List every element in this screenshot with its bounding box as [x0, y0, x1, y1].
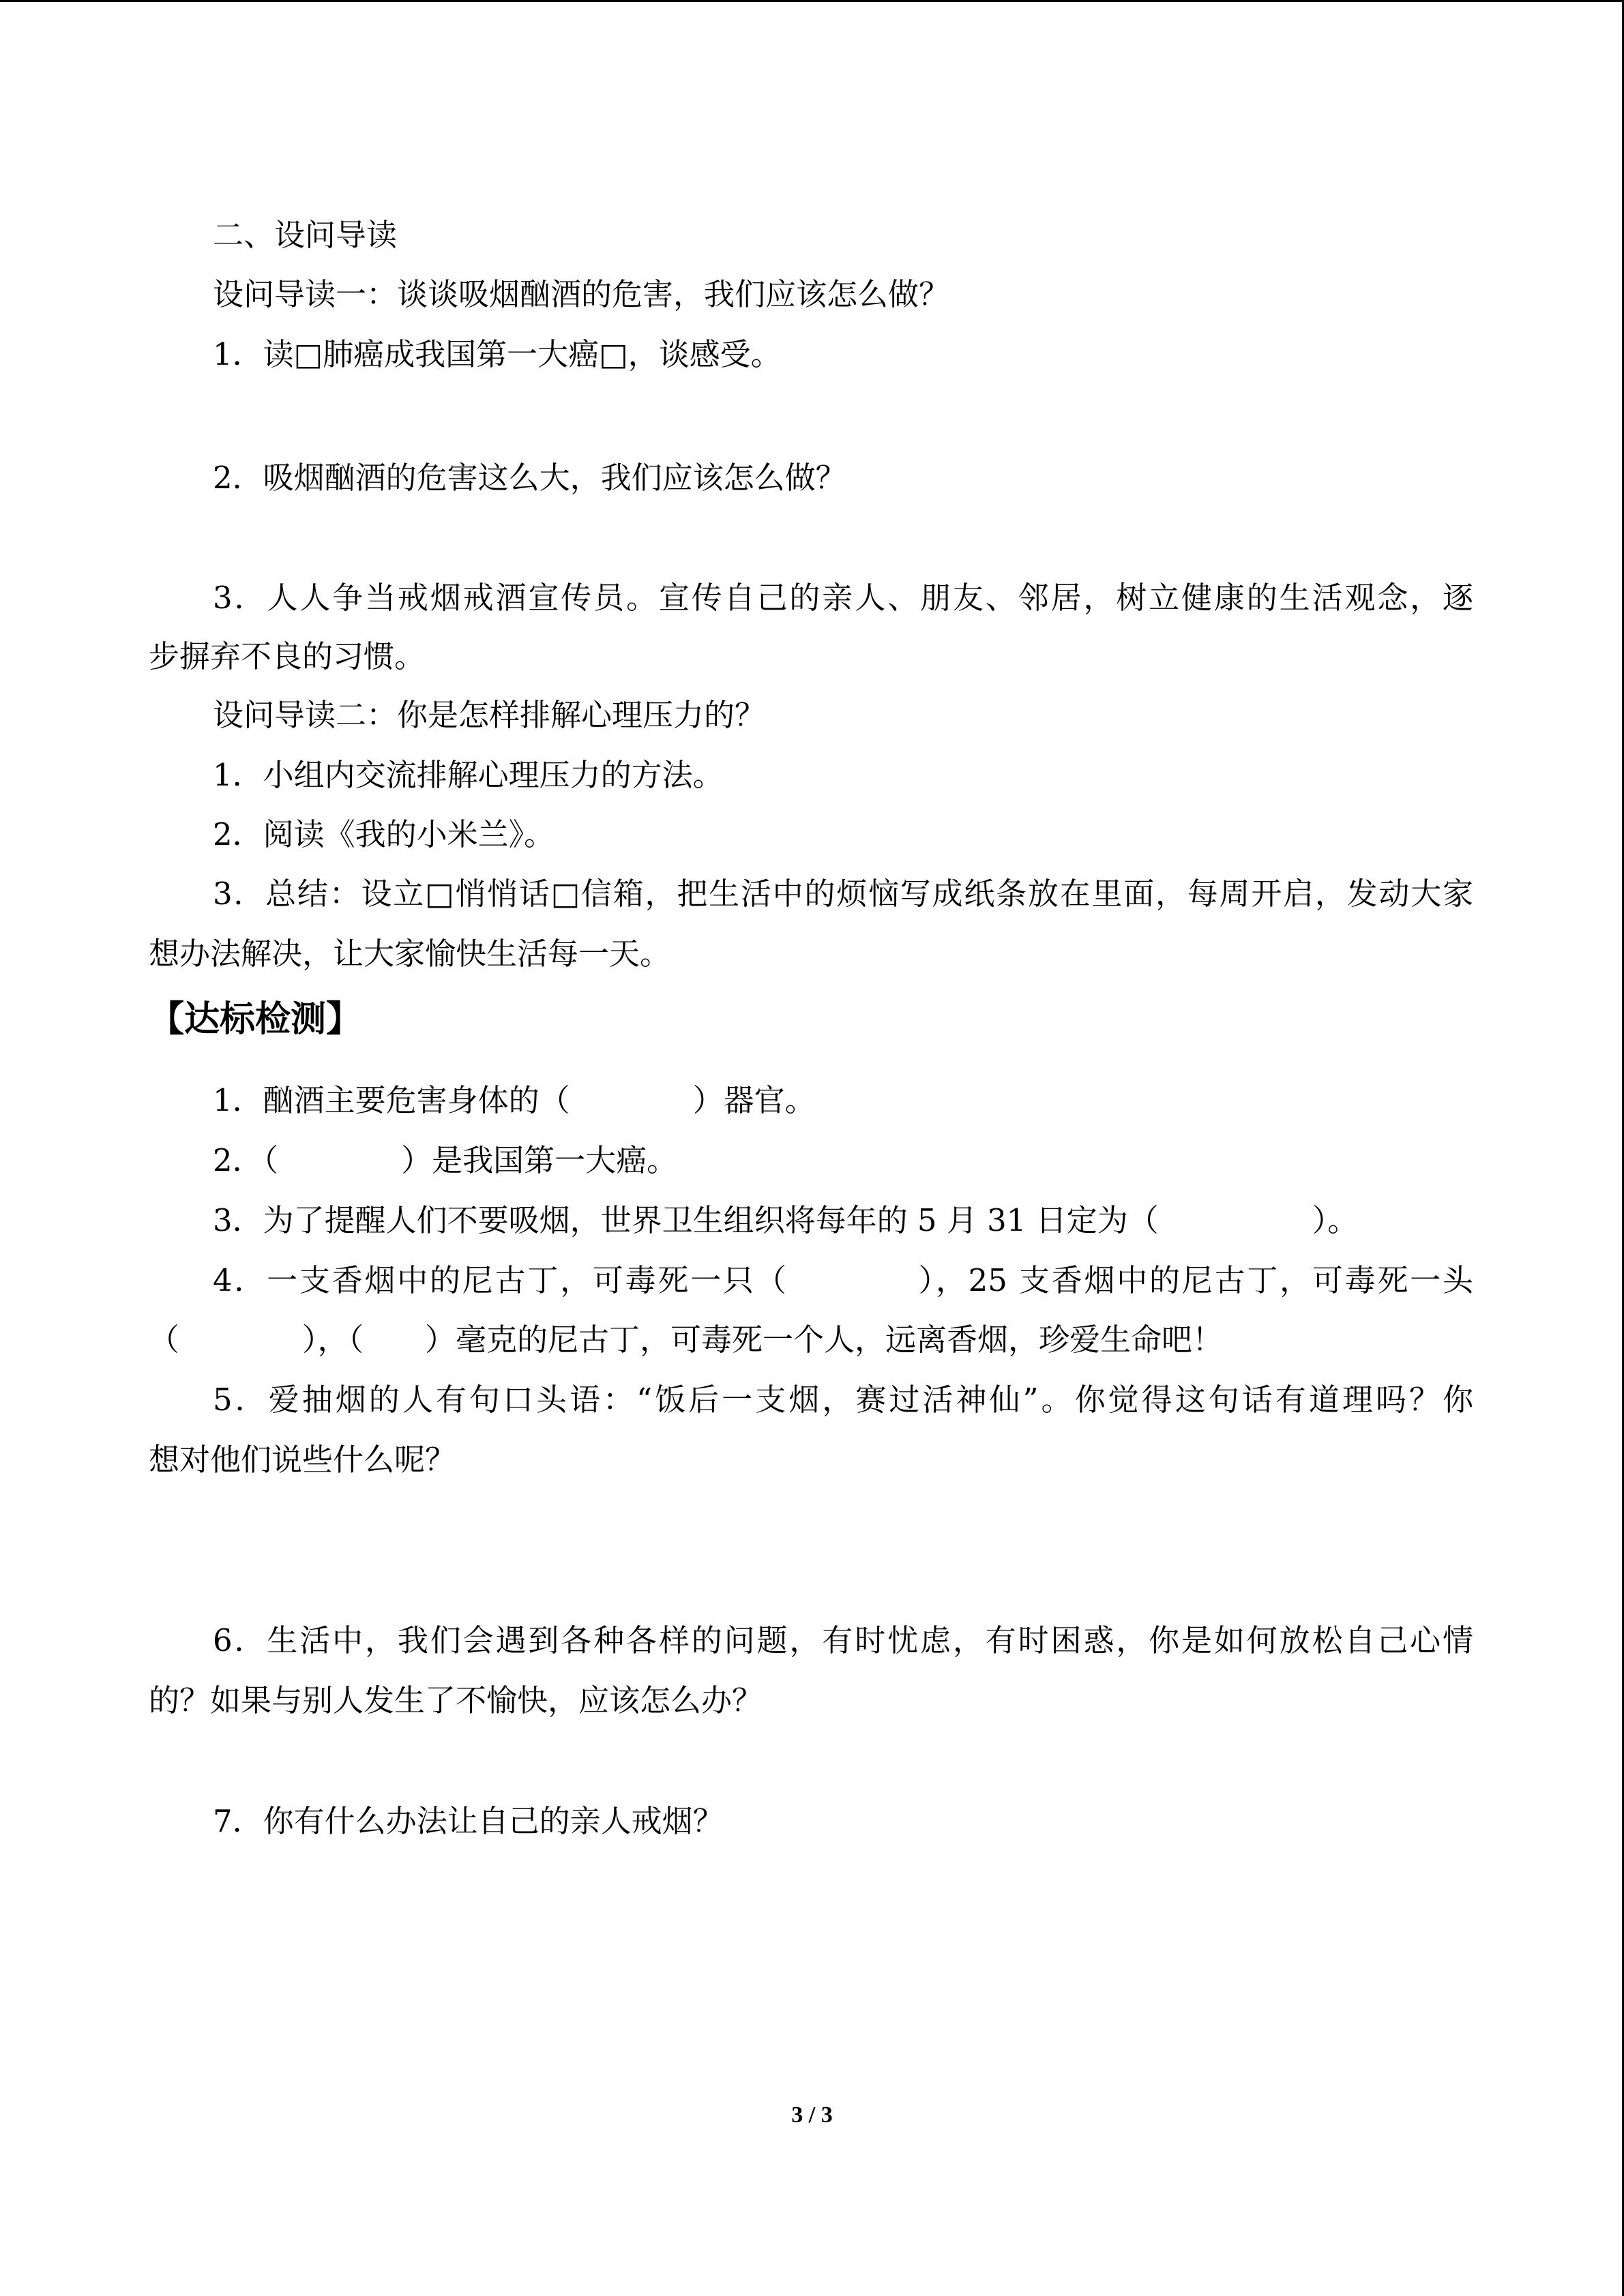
question-1: 1．酗酒主要危害身体的（ ）器官。	[213, 1082, 816, 1118]
question-7: 7．你有什么办法让自己的亲人戒烟？	[213, 1803, 724, 1839]
question-4-line1: 4．一支香烟中的尼古丁，可毒死一只（ ），25 支香烟中的尼古丁，可毒死一头	[213, 1262, 1473, 1298]
guide2-item-2: 2．阅读《我的小米兰》。	[213, 816, 555, 852]
question-5-line1: 5．爱抽烟的人有句口头语：“饭后一支烟，赛过活神仙”。你觉得这句话有道理吗？你	[213, 1382, 1473, 1418]
top-border-line	[0, 0, 1624, 2]
assessment-heading: 【达标检测】	[149, 999, 362, 1040]
question-2: 2．（ ）是我国第一大癌。	[213, 1142, 678, 1178]
guide1-item-3-line2: 步摒弃不良的习惯。	[149, 638, 426, 674]
question-4-line2: （ ），（ ）毫克的尼古丁，可毒死一个人，远离香烟，珍爱生命吧！	[149, 1322, 1224, 1358]
guide1-item-2: 2．吸烟酗酒的危害这么大，我们应该怎么做？	[213, 460, 846, 496]
guide1-title: 设问导读一：谈谈吸烟酗酒的危害，我们应该怎么做？	[213, 276, 950, 312]
question-6-line2: 的？如果与别人发生了不愉快，应该怎么办？	[149, 1682, 763, 1718]
guide2-title: 设问导读二：你是怎样排解心理压力的？	[213, 697, 766, 733]
section-title: 二、设问导读	[213, 217, 398, 253]
guide2-item-3-line1: 3．总结：设立□悄悄话□信箱，把生活中的烦恼写成纸条放在里面，每周开启，发动大家	[213, 876, 1473, 912]
guide1-item-3-line1: 3．人人争当戒烟戒酒宣传员。宣传自己的亲人、朋友、邻居，树立健康的生活观念，逐	[213, 580, 1473, 616]
question-3: 3．为了提醒人们不要吸烟，世界卫生组织将每年的 5 月 31 日定为（ ）。	[213, 1202, 1359, 1238]
guide2-item-3-line2: 想办法解决，让大家愉快生活每一天。	[149, 936, 671, 972]
question-6-line1: 6．生活中，我们会遇到各种各样的问题，有时忧虑，有时困惑，你是如何放松自己心情	[213, 1622, 1473, 1658]
guide1-item-1: 1．读□肺癌成我国第一大癌□，谈感受。	[213, 336, 782, 372]
page-number: 3 / 3	[791, 2102, 833, 2128]
question-5-line2: 想对他们说些什么呢？	[149, 1442, 456, 1478]
guide2-item-1: 1．小组内交流排解心理压力的方法。	[213, 757, 724, 793]
